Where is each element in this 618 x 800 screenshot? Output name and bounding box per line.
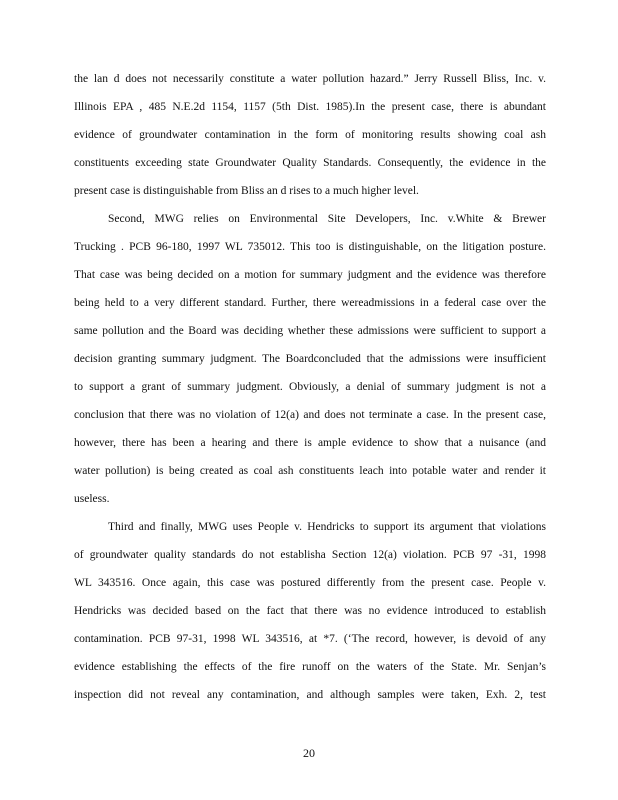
body-line-4: constituents exceeding state Groundwater Quality Standards. Consequently, the evidence in the bbox=[74, 157, 546, 169]
body-line-16: useless. bbox=[74, 493, 110, 505]
body-line-10: same pollution and the Board was deciding whether these admissions were sufficient to support a bbox=[74, 325, 546, 337]
body-line-20: Hendricks was decided based on the fact that there was no evidence introduced to establish bbox=[74, 605, 546, 617]
page-number: 20 bbox=[303, 746, 315, 760]
body-line-14: however, there has been a hearing and there is ample evidence to show that a nuisance (and bbox=[74, 437, 546, 449]
body-line-17: Third and finally, MWG uses People v. Hendricks to support its argument that violations bbox=[108, 521, 546, 533]
body-line-2: Illinois EPA , 485 N.E.2d 1154, 1157 (5th Dist. 1985).In the present case, there is abundant bbox=[74, 101, 546, 113]
body-line-1: the lan d does not necessarily constitute a water pollution hazard.” Jerry Russell Bliss, Inc. v. bbox=[74, 73, 546, 85]
body-line-12: to support a grant of summary judgment. Obviously, a denial of summary judgment is not a bbox=[74, 381, 546, 393]
body-line-6: Second, MWG relies on Environmental Site Developers, Inc. v.White & Brewer bbox=[108, 213, 546, 225]
body-line-19: WL 343516. Once again, this case was postured differently from the present case. People v. bbox=[74, 577, 546, 589]
body-line-21: contamination. PCB 97-31, 1998 WL 343516, at *7. (‘The record, however, is devoid of any bbox=[74, 633, 546, 645]
body-line-13: conclusion that there was no violation of 12(a) and does not terminate a case. In the present case, bbox=[74, 409, 546, 421]
body-line-9: being held to a very different standard. Further, there wereadmissions in a federal case over the bbox=[74, 297, 546, 309]
body-line-11: decision granting summary judgment. The Boardconcluded that the admissions were insufficient bbox=[74, 353, 546, 365]
body-line-8: That case was being decided on a motion for summary judgment and the evidence was therefore bbox=[74, 269, 546, 281]
body-line-18: of groundwater quality standards do not establisha Section 12(a) violation. PCB 97 -31, 1998 bbox=[74, 549, 546, 561]
body-line-3: evidence of groundwater contamination in the form of monitoring results showing coal ash bbox=[74, 129, 546, 141]
body-line-15: water pollution) is being created as coal ash constituents leach into potable water and render it bbox=[74, 465, 546, 477]
body-line-5: present case is distinguishable from Bliss an d rises to a much higher level. bbox=[74, 185, 419, 197]
body-line-23: inspection did not reveal any contamination, and although samples were taken, Exh. 2, test bbox=[74, 689, 546, 701]
body-line-22: evidence establishing the effects of the fire runoff on the waters of the State. Mr. Senjan’s bbox=[74, 661, 546, 673]
body-line-7: Trucking . PCB 96-180, 1997 WL 735012. This too is distinguishable, on the litigation posture. bbox=[74, 241, 546, 253]
